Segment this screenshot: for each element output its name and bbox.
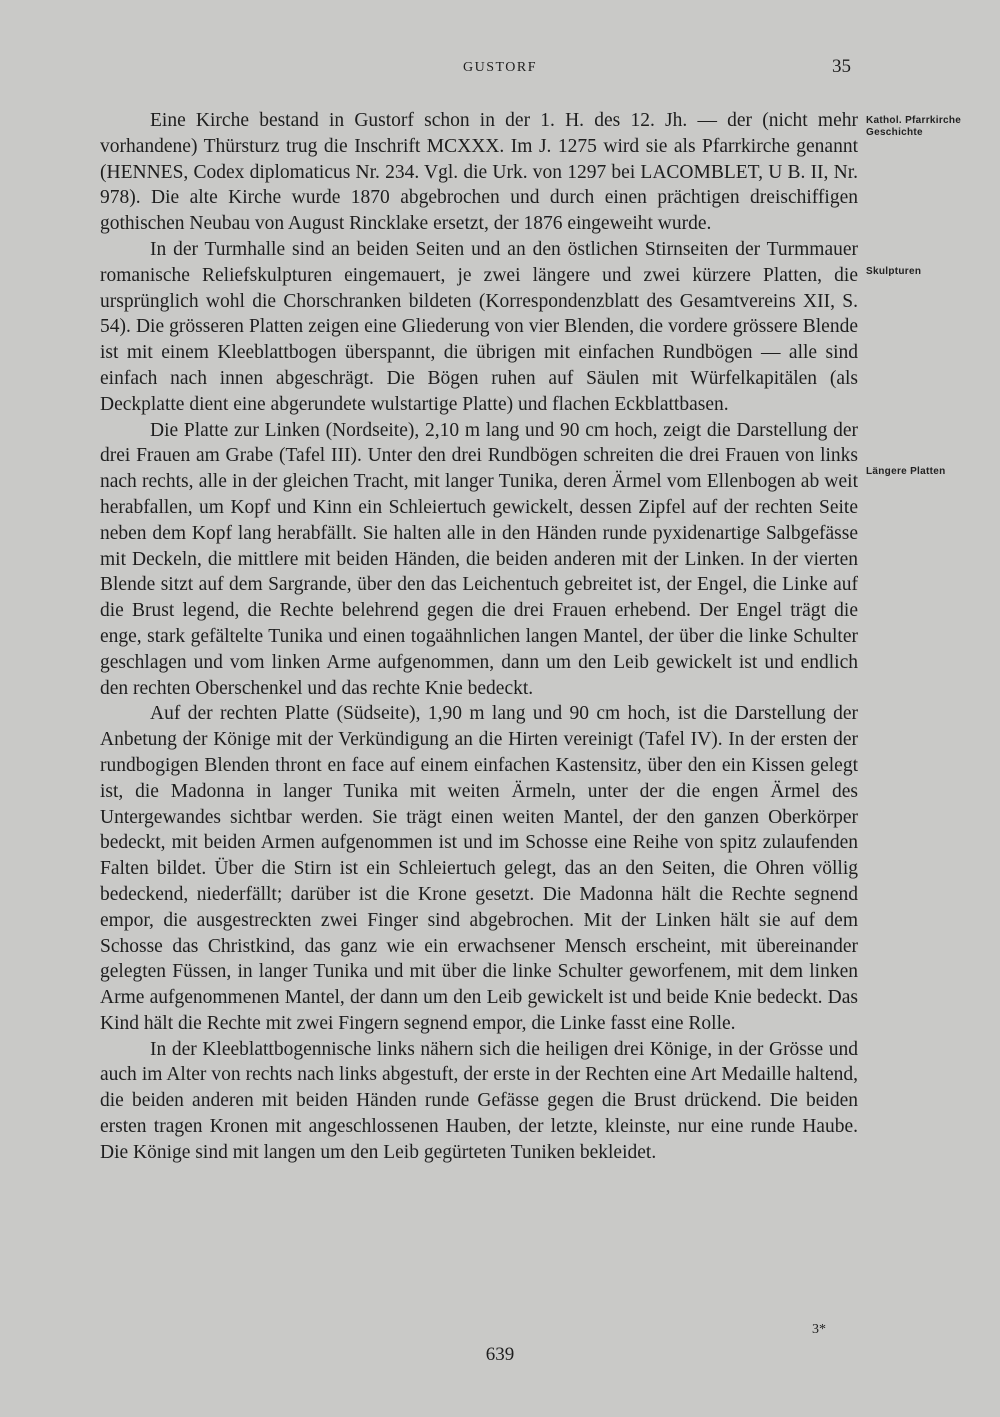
paragraph-left-plate: Die Platte zur Linken (Nordseite), 2,10 m lang und 90 cm hoch, zeigt die Darstellung der drei Frauen am Grabe (Tafel III). Unter den drei Rundbögen schreiten die drei Frauen von links nach rechts, alle in der gleichen Tracht, mit langer Tunika, deren Ärmel vom Ellenbogen ab weit herabfallen, um Kopf und Kinn ein Schleiertuch gewickelt, dessen Zipfel auf der rechten Seite neben dem Kopf lang herabfällt. Sie halten alle in den Händen runde pyxidenartige Salbgefässe mit Deckeln, die mittlere mit beiden Händen, die beiden anderen mit der Linken. In der vierten Blende sitzt auf dem Sargrande, über den das Leichentuch gebreitet ist, der Engel, die Linke auf die Brust legend, die Rechte belehrend gegen die drei Frauen erhebend. Der Engel trägt die enge, stark gefältelte Tunika und einen togaähnlichen langen Mantel, der über die linke Schulter geschlagen und vom linken Arme aufgenommen, dann um den Leib gewickelt ist und endlich den rechten Oberschenkel und das rechte Knie bedeckt. bbox=[100, 419, 858, 699]
paragraph-right-plate: Auf der rechten Platte (Südseite), 1,90 m lang und 90 cm hoch, ist die Darstellung der Anbetung der Könige mit der Verkündigung an die Hirten vereinigt (Tafel IV). In der ersten der rundbogigen Blenden thront en face auf einem einfachen Kastensitz, über den ein Kissen gelegt ist, die Madonna in langer Tunika mit weiten Ärmeln, unter der die engen Ärmel des Untergewandes sichtbar werden. Sie trägt einen weiten Mantel, der den ganzen Oberkörper bedeckt, mit beiden Armen aufgenommen ist und im Schosse eine Reihe von spitz zulaufenden Falten bildet. Über die Stirn ist ein Schleiertuch gelegt, das an den Seiten, die Ohren völlig bedeckend, niederfällt; darüber ist die Krone gesetzt. Die Madonna hält die Rechte segnend empor, die ausgestreckten zwei Finger sind abgebrochen. Mit der Linken hält sie auf dem Schosse das Christkind, das ganz wie ein erwachsener Mensch erscheint, mit übereinander gelegten Füssen, in langer Tunika und mit über die linke Schulter geworfenem, mit dem linken Arme aufgenommenen Mantel, der dann um den Leib gewickelt ist und beide Knie bedeckt. Das Kind hält die Rechte mit zwei Fingern segnend empor, die Linke fasst eine Rolle. bbox=[100, 703, 858, 1034]
paragraph-history: Eine Kirche bestand in Gustorf schon in der 1. H. des 12. Jh. — der (nicht mehr vorhandene) Thürsturz trug die Inschrift MCXXX. Im J. 1275 wird sie als Pfarrkirche genannt (HENNES, Codex diplomaticus Nr. 234. Vgl. die Urk. von 1297 bei LACOMBLET, U B. II, Nr. 978). Die alte Kirche wurde 1870 abgebrochen und durch einen prächtigen dreischiffigen gothischen Neubau von August Rincklake ersetzt, der 1876 eingeweiht wurde. bbox=[100, 110, 858, 235]
page-number: 35 bbox=[832, 56, 851, 77]
running-header-title: GUSTORF bbox=[462, 60, 538, 75]
margin-note-laengere-platten: Längere Platten bbox=[866, 466, 946, 477]
paragraph-sculptures: In der Turmhalle sind an beiden Seiten und an den östlichen Stirnseiten der Turmmauer romanische Reliefskulpturen eingemauert, je zwei längere und zwei kürzere Platten, die ursprünglich wohl die Chorschranken bildeten (Korrespondenzblatt des Gesamtvereins XII, S. 54). Die grösseren Platten zeigen eine Gliederung von vier Blenden, die vordere grössere Blende ist mit einem Kleeblattbogen überspannt, die übrigen mit einfachen Rundbögen — alle sind einfach nach innen abgeschrägt. Die Bögen ruhen auf Säulen mit Würfelkapitälen (als Deckplatte dient eine abgerundete wulstartige Platte) und flachen Eckblattbasen. bbox=[100, 238, 858, 415]
paragraph-three-kings: In der Kleeblattbogennische links nähern sich die heiligen drei Könige, in der Grösse und auch im Alter von rechts nach links abgestuft, der erste in der Rechten eine Art Medaille haltend, die beiden anderen mit beiden Händen runde Gefässe gegen die Brust drückend. Die beiden ersten tragen Kronen mit angeschlossenen Hauben, der letzte, kleinste, nur eine runde Haube. Die Könige sind mit langen um den Leib gegürteten Tuniken bekleidet. bbox=[100, 1038, 858, 1163]
body-text bbox=[100, 108, 858, 1166]
folio-number: 639 bbox=[485, 1344, 515, 1365]
signature-mark: 3* bbox=[812, 1322, 826, 1337]
margin-note-skulpturen: Skulpturen bbox=[866, 266, 922, 277]
margin-note-pfarrkirche: Kathol. Pfarrkirche Geschichte bbox=[866, 115, 962, 138]
